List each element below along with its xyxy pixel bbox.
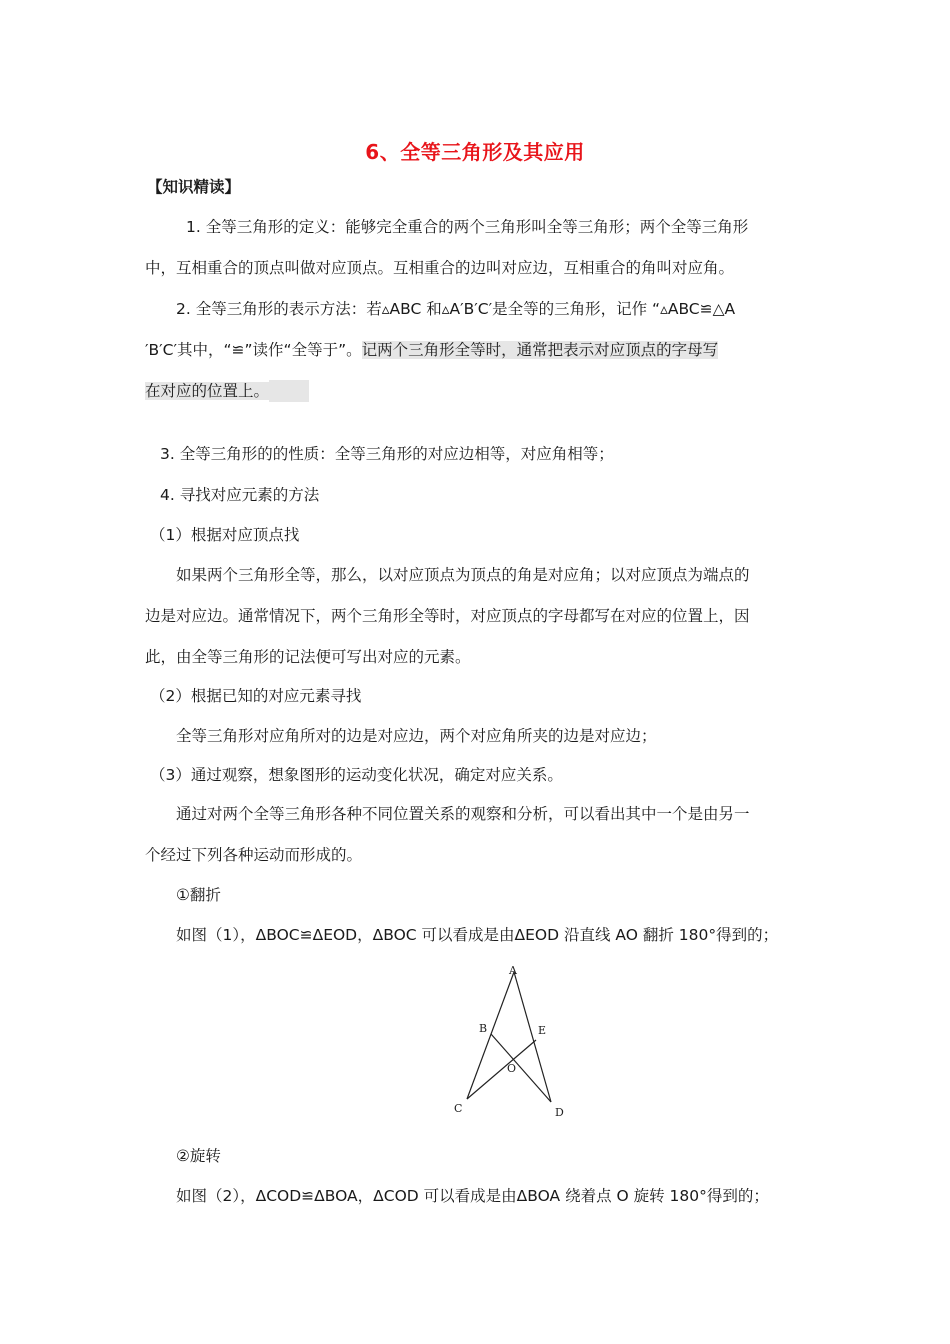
rotate-label: ②旋转 [176, 1147, 221, 1165]
fold-label: ①翻折 [176, 886, 221, 904]
property-line: 3. 全等三角形的的性质：全等三角形的对应边相等，对应角相等； [160, 445, 614, 463]
rotate-text: 如图（2），ΔCOD≌ΔBOA，ΔCOD 可以看成是由ΔBOA 绕着点 O 旋转 180°得到的； [176, 1187, 769, 1205]
method-2-line-1: 全等三角形对应角所对的边是对应边，两个对应角所夹的边是对应边； [176, 727, 657, 745]
label-O: O [507, 1062, 517, 1075]
notation-line-1: 2. 全等三角形的表示方法：若▵ABC 和▵A′B′C′是全等的三角形，记作 “▵ABC≌△A [176, 300, 736, 318]
notation-highlight-2: 在对应的位置上。 [145, 382, 270, 400]
definition-line-1: 1. 全等三角形的定义：能够完全重合的两个三角形叫全等三角形；两个全等三角形 [186, 218, 749, 236]
method-1-line-3: 此，由全等三角形的记法便可写出对应的元素。 [145, 648, 471, 666]
method-3-heading: （3）通过观察，想象图形的运动变化状况，确定对应关系。 [150, 766, 563, 784]
fold-text: 如图（1），ΔBOC≌ΔEOD，ΔBOC 可以看成是由ΔEOD 沿直线 AO 翻折 180°得到的； [176, 926, 779, 944]
definition-line-2: 中，互相重合的顶点叫做对应顶点。互相重合的边叫对应边，互相重合的角叫对应角。 [145, 259, 735, 277]
label-D: D [555, 1106, 564, 1119]
notation-line-2-text: ′B′C′其中，“≌”读作“全等于”。 [145, 341, 362, 359]
method-3-line-1: 通过对两个全等三角形各种不同位置关系的观察和分析，可以看出其中一个是由另一 [176, 805, 750, 823]
section-heading: 【知识精读】 [147, 178, 241, 196]
segment-AC [467, 972, 517, 1099]
label-B: B [479, 1022, 488, 1035]
notation-line-2 [145, 339, 718, 361]
segment-AD [514, 972, 551, 1102]
label-E: E [538, 1024, 547, 1037]
figure-1-diagram [440, 958, 590, 1128]
label-C: C [454, 1102, 463, 1115]
method-1-line-2: 边是对应边。通常情况下，两个三角形全等时，对应顶点的字母都写在对应的位置上，因 [145, 607, 750, 625]
page-title: 6、全等三角形及其应用 [365, 140, 585, 164]
notation-line-3 [145, 380, 309, 402]
method-2-heading: （2）根据已知的对应元素寻找 [150, 687, 362, 705]
method-3-line-2: 个经过下列各种运动而形成的。 [145, 846, 363, 864]
method-1-heading: （1）根据对应顶点找 [150, 526, 300, 544]
method-1-line-1: 如果两个三角形全等，那么，以对应顶点为顶点的角是对应角；以对应顶点为端点的 [176, 566, 750, 584]
segment-BD [491, 1034, 551, 1102]
notation-highlight-1: 记两个三角形全等时，通常把表示对应顶点的字母写 [361, 341, 719, 359]
label-A: A [509, 964, 517, 977]
method-heading: 4. 寻找对应元素的方法 [160, 486, 320, 504]
